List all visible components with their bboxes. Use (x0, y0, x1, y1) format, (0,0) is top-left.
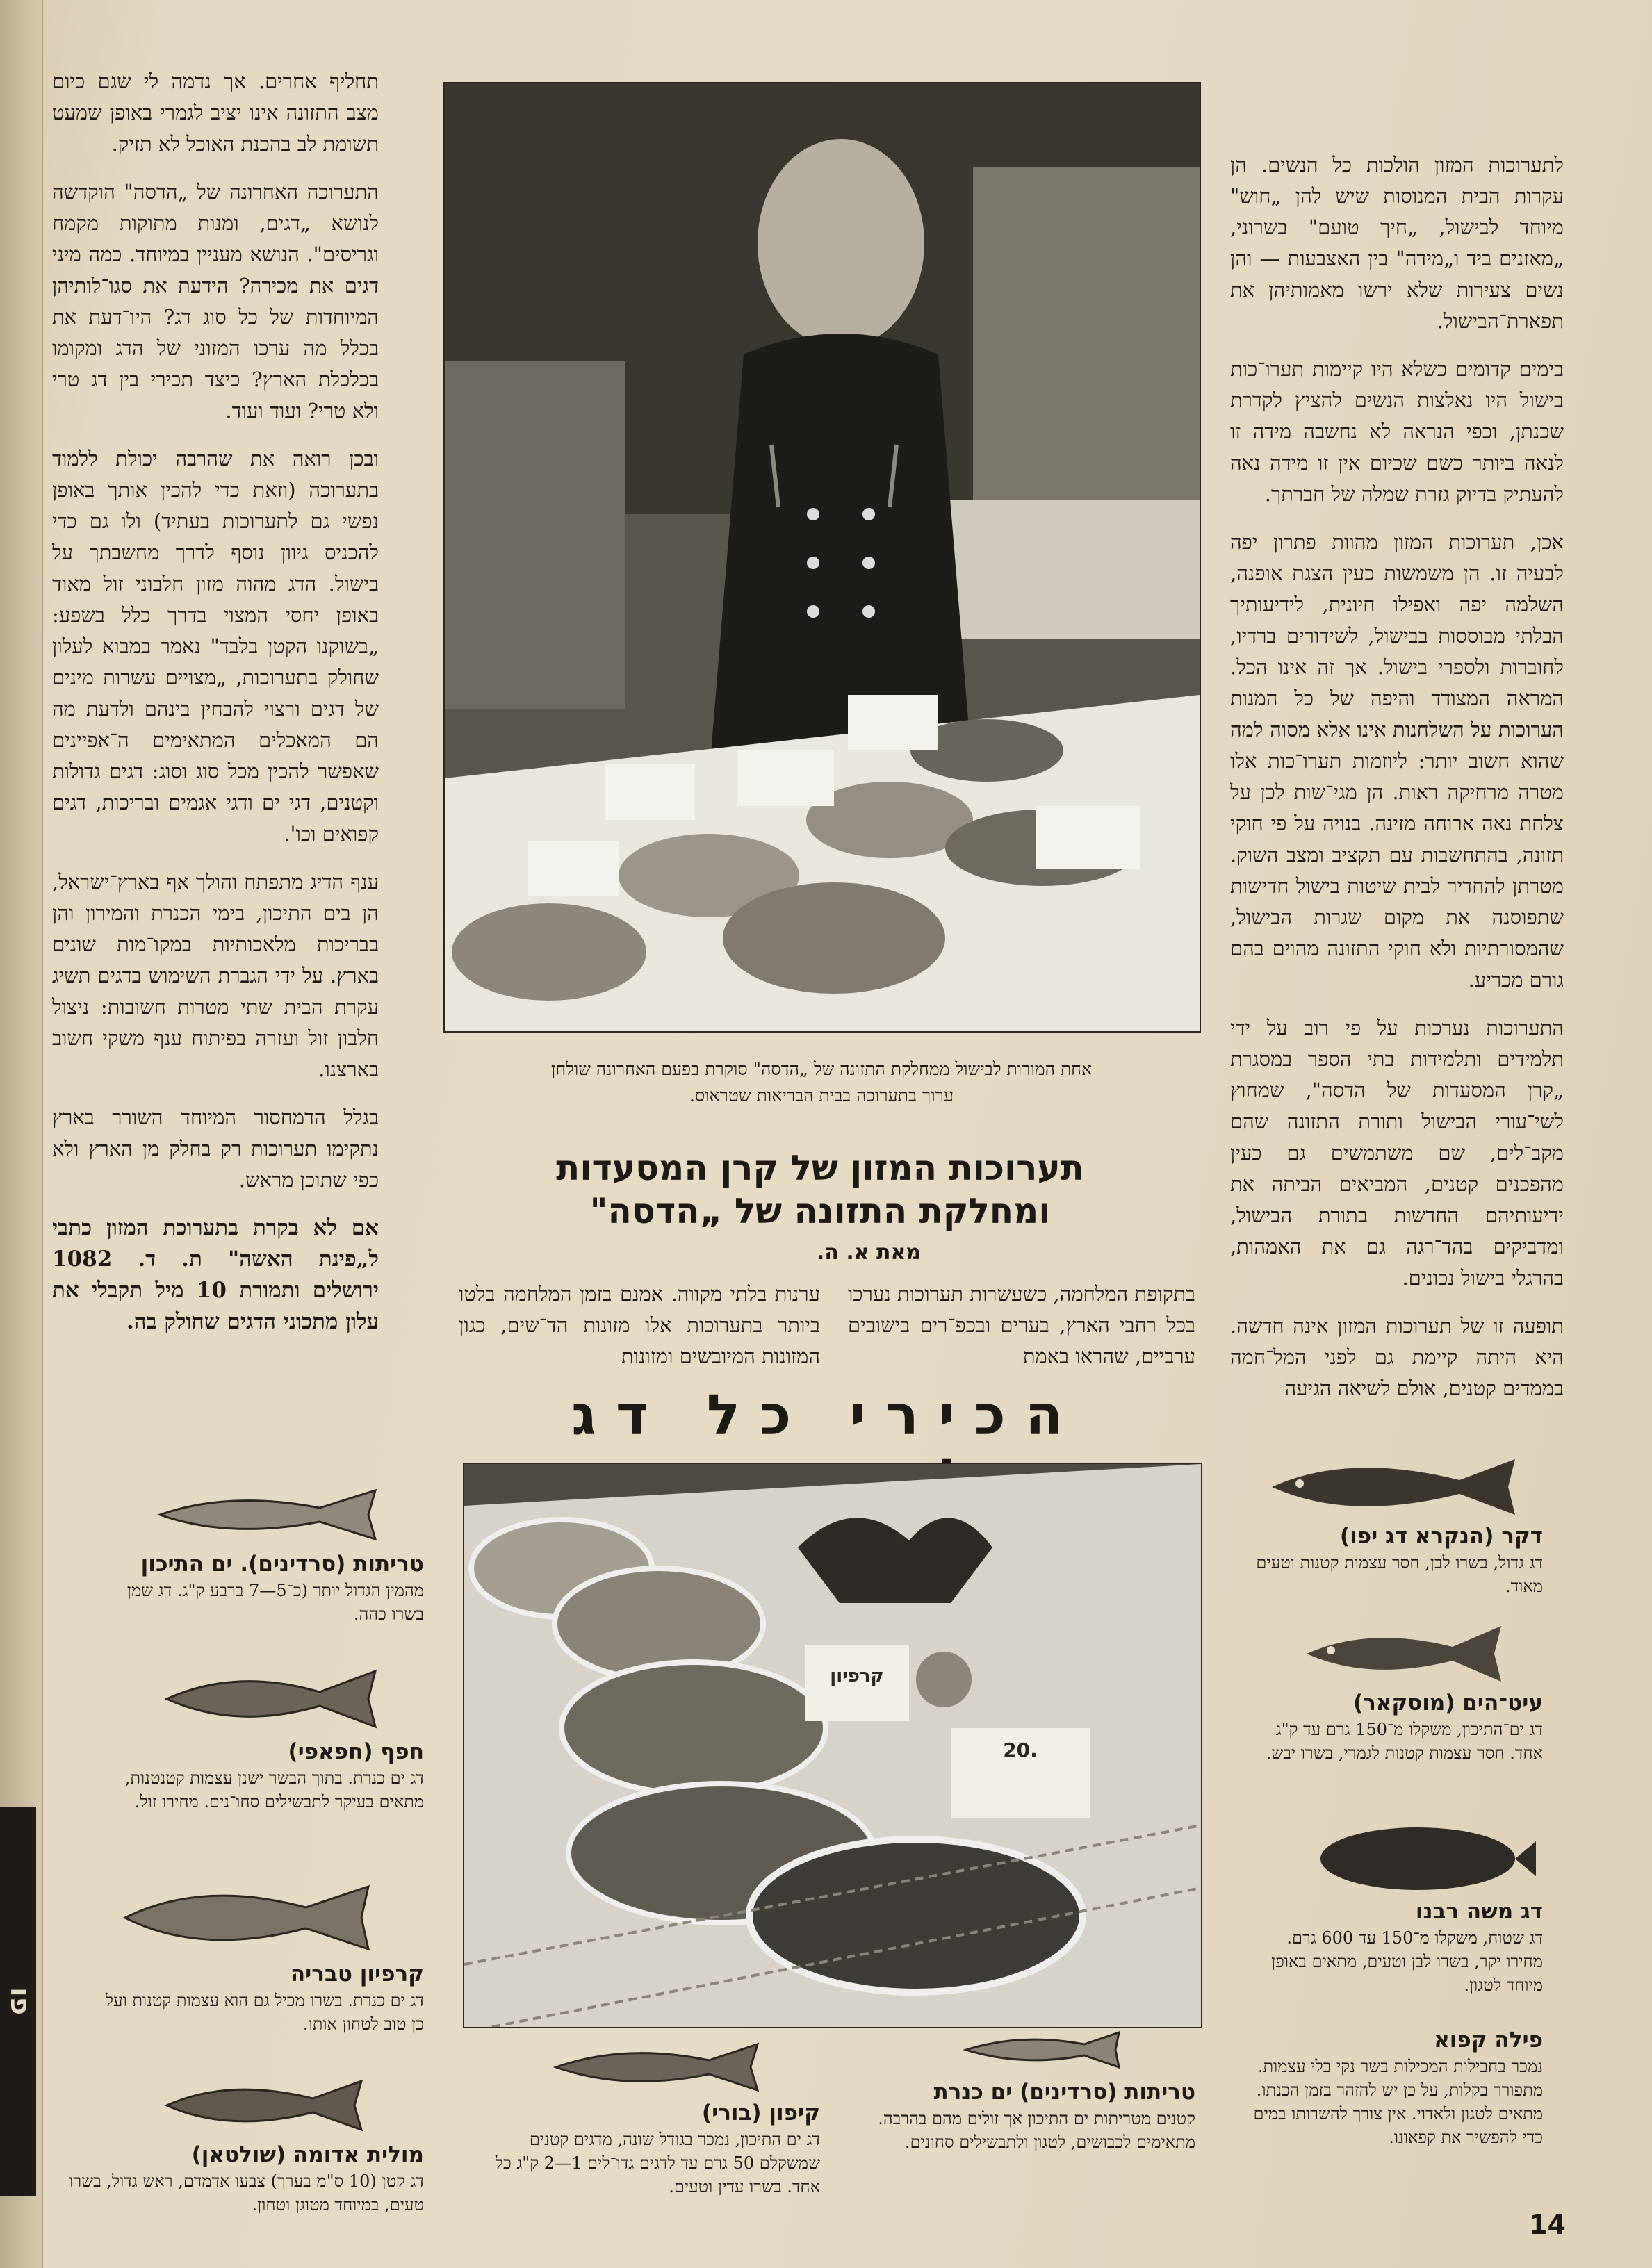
left-paragraph-5: בגלל הדמחסור המיוחד השורר בארץ נתקימו תערוכות רק בחלק מן הארץ ולא כפי שתוכן מראש. (52, 1106, 379, 1192)
photo-fish-display-table (463, 1463, 1202, 2028)
fish-description: דג קטן (10 ס"מ בערך) צבעו אדמדם, ראש גדול, בשרו טעים, במיוחד מטוגן וטחון. (69, 2171, 424, 2214)
fish-name: חפף (חפאפי) (288, 1739, 424, 1764)
fish-entry-frozen-fillet (1251, 2025, 1543, 2149)
headline-line-2: ומחלקת התזונה של „הדסה" (589, 1191, 1051, 1231)
fish-icon-dakar (1251, 1452, 1543, 1522)
right-paragraph-2: בימים קדומים כשלא היו קיימות תערו־כות בישול היו נאלצות הנשים להציץ לקדרת שכנתן, וכפי הנראה לא נחשבה מידה זו לנאה ביותר כשם שכיום אין זו מידה נאה להעתיק בדיוק גזרת שמלה של חברתך. (1230, 357, 1564, 506)
fish-description: נמכר בחבילות המכילות בשר נקי בלי עצמות. מתפורר בקלות, על כן יש להזהר בזמן הכנתו. מתאים לטגון ולאדוי. אין צורך להשרותו במים כדי להפשיר את קפאונו. (1253, 2057, 1543, 2147)
fish-entry-sea-bass (1251, 1619, 1543, 1765)
previous-page-edge (0, 0, 43, 2268)
left-paragraph-1: תחליף אחרים. אך נדמה לי שגם כיום מצב התזונה אינו יציב לגמרי באופן שמעט תשומת לב בהכנת האוכל לא תזיק. (52, 69, 379, 156)
fish-name: קרפיון טבריה (290, 1962, 424, 1987)
left-paragraph-2: התערוכה האחרונה של „הדסה" הוקדשה לנושא „דגים, ומנות מתוקות מקמח וגריסים". הנושא מעניין במיוחד. כמה מיני דגים את מכירה? הידעת את סגו־לותיהן המיוחדות של כל סוג דג? היו־דעת את בכלל מה ערכו המזוני של הדג ומקומו בכלכלת הארץ? כיצד תכירי בין דג טרי ולא טרי? ועוד ועוד. (52, 180, 379, 422)
fish-entry-mullet (486, 2036, 820, 2199)
left-paragraph-4: ענף הדיג מתפתח והולך אף בארץ־ישראל, הן בים התיכון, בימי הכנרת והמירון והן בבריכות מלאכותיות במקו־מות שונים בארץ. על ידי הגברת השימוש בדגים תשיג עקרת הבית שתי מטרות חשובות: ניצול חלבון זול ועזרה בפיתוח ענף משקי חשוב בארצנו. (52, 870, 379, 1081)
fish-name: דג משה רבנו (1415, 1899, 1543, 1924)
photo-fish-table-illustration (464, 1464, 1201, 2027)
fish-icon-sole (1251, 1821, 1543, 1897)
middle-column-left (459, 1279, 820, 1389)
fish-description: קטנים מטריתות ים התיכון אך זולים מהם בהרבה. מתאימים לכבושים, לטגון ולתבשילים סחונים. (878, 2109, 1195, 2152)
fish-entry-dakar (1251, 1452, 1543, 1598)
fish-icon-mullet (486, 2036, 820, 2098)
photo-card-1: קרפיון (830, 1666, 884, 1686)
middle-right-text: בתקופת המלחמה, כשעשרות תערוכות נערכו בכל רחבי הארץ, בערים ובכפ־רים בישובים ערביים, שהראו באמת (848, 1282, 1195, 1368)
fish-icon-hafaf (97, 1661, 424, 1737)
fish-name: עיט־הים (מוסקאר) (1352, 1691, 1543, 1716)
fish-description: דג ים כנרת. בתוך הבשר ישנן עצמות קטנטנות, מתאים בעיקר לתבשילים סחו־נים. מחירו זול. (124, 1768, 424, 1811)
middle-left-text: ערנות בלתי מקווה. אמנם בזמן המלחמה בלטו ביותר בתערוכות אלו מזונות הד־שים, כגון המזונות המיובשים ומזונות (459, 1282, 820, 1368)
fish-entry-hafaf (97, 1661, 424, 1814)
right-paragraph-3: אכן, תערוכות המזון מהוות פתרון יפה לבעיה זו. הן משמשות כעין הצגת אופנה, השלמה יפה ואפילו חיונית, לידיעותיך הבלתי מבוססות בבישול, לשידורים ברדיו, לחוברות ולספרי בישול. אך זה אינו הכל. המראה המצודד והיפה של כל המנות הערוכות על השלחנות אינו אלא מסוה למה שהוא חשוב יותר: ליוזמות תערו־כות אלו מטרה מרחיקה ראות. הן מגי־שות לכן על צלחת נאה ארוחה מזינה. בנויה על פי חוקי תזונה, בהתחשבות עם תקציב ומצב השוק. מטרתן להחדיר לבית שיטות בישול חדישות שתפוסנה את מקום שגרות הבישול, שהמסורתיות ולא חוקי התזונה מהוים בהם גורם מכריע. (1230, 530, 1564, 992)
left-column (52, 66, 379, 1354)
edge-advertisement: פו (0, 1807, 36, 2196)
photo-card-2: 20. (1003, 1739, 1038, 1761)
fish-name: דקר (הנקרא דג יפו) (1339, 1524, 1543, 1549)
fish-name: טריתות (סרדינים) ים כנרת (933, 2080, 1195, 2105)
fish-description: דג שטוח, משקלו מ־150 עד 600 גרם. מחירו יקר, בשרו לבן וטעים, מתאים באופן מיוחד לטגון. (1271, 1928, 1543, 1995)
fish-icon-red-mullet (49, 2071, 424, 2140)
page-number: 14 (1529, 2210, 1566, 2240)
fish-entry-sardines-kinneret (855, 2022, 1195, 2154)
fish-icon-sea-bass (1251, 1619, 1543, 1688)
left-paragraph-3: ובכן רואה את שהרבה יכולת ללמוד בתערוכה (וזאת כדי להכין אותך באופן נפשי גם לתערוכות בעתיד) ולו גם כדי להכניס גיוון נוסף לדרך מחשבתך על בישול. הדג מהוה מזון חלבוני זול מאוד באופן יחסי המצוי בדרך כלל בשפע: „בשוקנו הקטן בלבד" נאמר במבוא לעלון שחולק בתערוכות, „מצויים עשרות מינים של דגים ורצוי להבחין בינהם ולדעת מה הם המאכלים המתאימים ה־אפיינים שאפשר להכין מכל סוג וסוג: דגים גדולות וקטנים, דגי ים ודגי אגמים ובריכות, דגים קפואים וכו'. (52, 447, 379, 846)
photo-teacher-illustration (445, 83, 1200, 1031)
fish-section-banner: הכירי כל דג (571, 1383, 1083, 1447)
fish-name: קיפון (בורי) (701, 2101, 820, 2126)
photo-caption (445, 1056, 1198, 1109)
fish-description: דג ים התיכון, נמכר בגודל שונה, מדגים קטנים שמשקלם 50 גרם עד לדגים גדו־לים 1—2 ק"ג כל אחד. בשרו עדין וטעים. (495, 2130, 820, 2196)
article-headline (431, 1147, 1209, 1233)
right-paragraph-1: לתערוכות המזון הולכות כל הנשים. הן עקרות הבית המנוסות שיש להן „חוש" מיוחד לבישול, „חיך טועם" בשרוני, „מאזנים ביד ו„מידה" בין האצבעות — והן נשים צעירות שלא ירשו מאמותיהן את תפארת־הבישול. (1230, 153, 1564, 333)
left-paragraph-6: אם לא בקרת בתערוכת המזון כתבי ל„פינת האשה" ת. ד. 1082 ירושלים ותמורת 10 מיל תקבלי את עלון מתכוני הדגים שחולק בה. (52, 1215, 379, 1334)
fish-name: מולית אדומה (שולטאן) (191, 2142, 424, 2167)
fish-name: טריתות (סרדינים). ים התיכון (140, 1552, 424, 1577)
headline-line-1: תערוכות המזון של קרן המסעדות (556, 1148, 1084, 1188)
photo-caption-line-2: ערוך בתערוכה בבית הבריאות שטראוס. (689, 1085, 954, 1106)
right-paragraph-4: התערוכות נערכות על פי רוב על ידי תלמידים ותלמידות בתי הספר במסגרת „קרן המסעדות של הדסה", שמחוץ לשי־עורי הבישול ותורת התזונה שהם מקב־לים, שם משתמשים גם כעין מהפכנים קטנים, המביאים הביתה את ידיעותיהם החדשות בתורת הבישול, ומדביקים בהד־רגה גם את האמהות, בהרגלי בישול נכונים. (1230, 1016, 1564, 1290)
fish-entry-sardines-med (97, 1480, 424, 1626)
fish-icon-sardine (97, 1480, 424, 1550)
fish-icon-small-sardine (855, 2022, 1195, 2078)
fish-description: דג ים כנרת. בשרו מכיל גם הוא עצמות קטנות ועל כן טוב לטחון אותו. (105, 1991, 424, 2034)
fish-description: דג גדול, בשרו לבן, חסר עצמות קטנות וטעים מאוד. (1256, 1553, 1543, 1596)
right-column (1230, 149, 1564, 1421)
fish-name: פילה קפוא (1434, 2028, 1543, 2053)
fish-entry-red-mullet (49, 2071, 424, 2217)
photo-caption-line-1: אחת המורות לבישול ממחלקת התזונה של „הדסה" סוקרת בפעם האחרונה שולחן (551, 1059, 1092, 1079)
fish-entry-tiberias-carp (97, 1876, 424, 2036)
byline: מאת א. ה. (816, 1240, 922, 1265)
fish-entry-sole (1251, 1821, 1543, 1997)
right-paragraph-5: תופעה זו של תערוכות המזון אינה חדשה. היא היתה קיימת גם לפני המל־חמה בממדים קטנים, אולם לשיאה הגיעה (1230, 1314, 1564, 1400)
fish-description: מהמין הגדול יותר (כ־5—7 ברבע ק"ג. דג שמן בשרו כהה. (126, 1581, 424, 1624)
middle-column-right (848, 1279, 1195, 1389)
fish-description: דג ים־התיכון, משקלו מ־150 גרם עד ק"ג אחד. חסר עצמות קטנות לגמרי, בשרו יבש. (1266, 1720, 1543, 1763)
photo-teacher-at-table (443, 82, 1201, 1033)
fish-icon-carp (97, 1876, 424, 1959)
